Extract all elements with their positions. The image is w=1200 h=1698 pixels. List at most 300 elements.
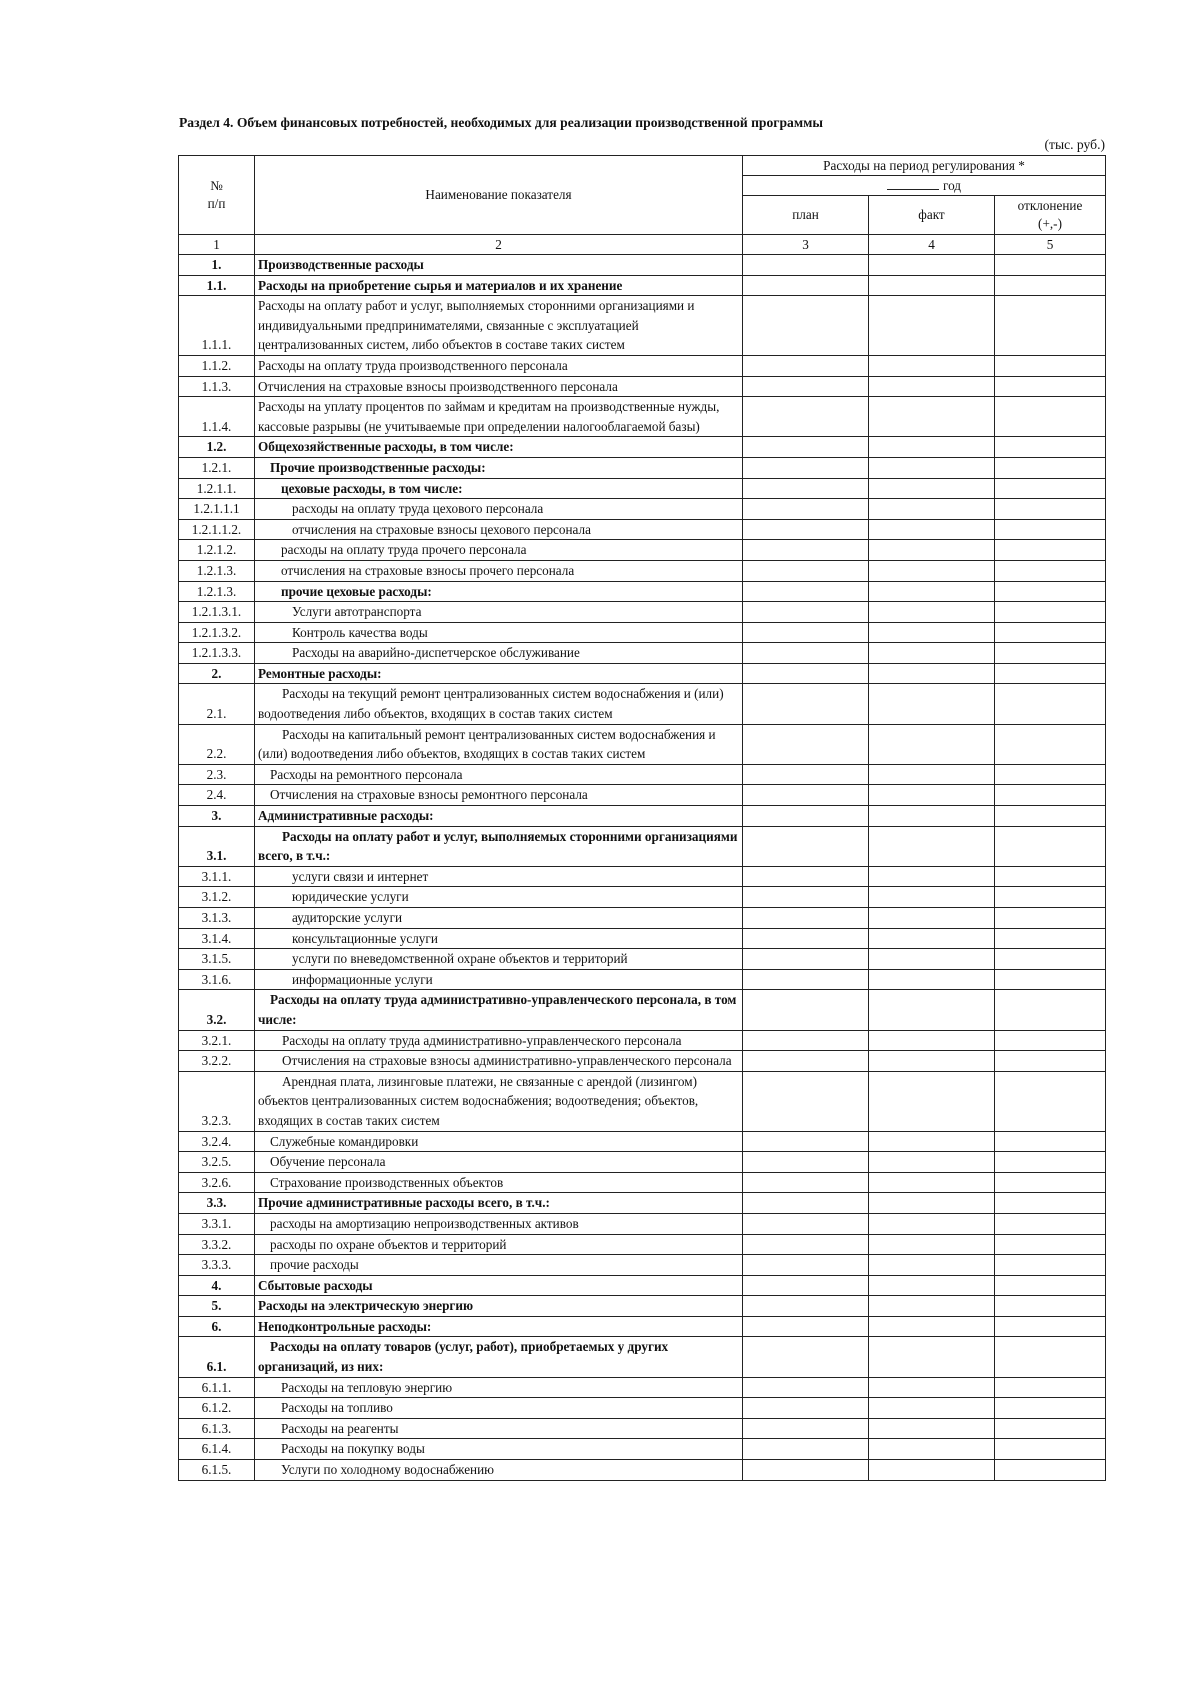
table-row: [179, 663, 1106, 684]
row-number: 2.3.: [179, 764, 255, 785]
deviation-cell[interactable]: [995, 866, 1106, 887]
row-number: 3.1.5.: [179, 949, 255, 970]
table-row: [179, 1337, 1106, 1377]
table-row: [179, 866, 1106, 887]
table-row: [179, 1071, 1106, 1131]
plan-cell[interactable]: [743, 764, 869, 785]
row-indicator-name: Расходы на оплату труда административно-управленческого персонала: [255, 1030, 743, 1051]
plan-cell[interactable]: [743, 1316, 869, 1337]
row-indicator-name: расходы на оплату труда цехового персонала: [255, 499, 743, 520]
col-number-5: 5: [995, 235, 1106, 255]
plan-cell[interactable]: [743, 560, 869, 581]
table-body: [179, 255, 1106, 1481]
deviation-cell[interactable]: [995, 643, 1106, 664]
row-indicator-name: Отчисления на страховые взносы ремонтного персонала: [255, 785, 743, 806]
deviation-cell[interactable]: [995, 1071, 1106, 1131]
deviation-cell[interactable]: [995, 1193, 1106, 1214]
deviation-cell[interactable]: [995, 355, 1106, 376]
deviation-cell[interactable]: [995, 1275, 1106, 1296]
row-number: 1.2.1.3.1.: [179, 602, 255, 623]
table-row: [179, 1418, 1106, 1439]
plan-cell[interactable]: [743, 622, 869, 643]
fact-cell[interactable]: [869, 1296, 995, 1317]
deviation-cell[interactable]: [995, 1152, 1106, 1173]
deviation-cell[interactable]: [995, 764, 1106, 785]
deviation-cell[interactable]: [995, 540, 1106, 561]
deviation-cell[interactable]: [995, 1460, 1106, 1481]
fact-cell[interactable]: [869, 1460, 995, 1481]
deviation-cell[interactable]: [995, 1051, 1106, 1072]
deviation-cell[interactable]: [995, 969, 1106, 990]
deviation-cell[interactable]: [995, 990, 1106, 1030]
fact-cell[interactable]: [869, 499, 995, 520]
row-number: 6.1.4.: [179, 1439, 255, 1460]
row-number: 6.1.3.: [179, 1418, 255, 1439]
plan-cell[interactable]: [743, 866, 869, 887]
table-row: [179, 1275, 1106, 1296]
row-indicator-name: Административные расходы:: [255, 806, 743, 827]
fact-cell[interactable]: [869, 581, 995, 602]
plan-cell[interactable]: [743, 785, 869, 806]
fact-cell[interactable]: [869, 275, 995, 296]
row-indicator-name: Расходы на аварийно-диспетчерское обслуживание: [255, 643, 743, 664]
table-row: [179, 1296, 1106, 1317]
deviation-cell[interactable]: [995, 1316, 1106, 1337]
row-number: 3.1.4.: [179, 928, 255, 949]
fact-cell[interactable]: [869, 602, 995, 623]
table-row: [179, 1051, 1106, 1072]
deviation-cell[interactable]: [995, 684, 1106, 724]
plan-cell[interactable]: [743, 908, 869, 929]
row-number: 1.2.1.1.2.: [179, 519, 255, 540]
row-number: 3.1.: [179, 826, 255, 866]
table-row: [179, 1316, 1106, 1337]
row-number: 1.2.1.3.3.: [179, 643, 255, 664]
fact-cell[interactable]: [869, 478, 995, 499]
table-row: [179, 478, 1106, 499]
row-indicator-name: Общехозяйственные расходы, в том числе:: [255, 437, 743, 458]
fact-cell[interactable]: [869, 1275, 995, 1296]
row-number: 3.1.2.: [179, 887, 255, 908]
table-row: [179, 437, 1106, 458]
row-indicator-name: цеховые расходы, в том числе:: [255, 478, 743, 499]
plan-cell[interactable]: [743, 519, 869, 540]
row-number: 3.2.5.: [179, 1152, 255, 1173]
plan-cell[interactable]: [743, 887, 869, 908]
fact-cell[interactable]: [869, 1172, 995, 1193]
plan-cell[interactable]: [743, 540, 869, 561]
col-number-4: 4: [869, 235, 995, 255]
header-fact: факт: [869, 196, 995, 235]
plan-cell[interactable]: [743, 296, 869, 356]
table-row: [179, 1460, 1106, 1481]
row-number: 3.2.3.: [179, 1071, 255, 1131]
table-row: [179, 519, 1106, 540]
header-plan: план: [743, 196, 869, 235]
row-indicator-name: прочие цеховые расходы:: [255, 581, 743, 602]
plan-cell[interactable]: [743, 1152, 869, 1173]
fact-cell[interactable]: [869, 1398, 995, 1419]
row-number: 6.1.2.: [179, 1398, 255, 1419]
row-number: 1.2.1.2.: [179, 540, 255, 561]
financial-needs-table: [178, 155, 1106, 1481]
plan-cell[interactable]: [743, 826, 869, 866]
plan-cell[interactable]: [743, 949, 869, 970]
plan-cell[interactable]: [743, 602, 869, 623]
row-indicator-name: Контроль качества воды: [255, 622, 743, 643]
fact-cell[interactable]: [869, 1193, 995, 1214]
row-indicator-name: Отчисления на страховые взносы производственного персонала: [255, 376, 743, 397]
row-indicator-name: расходы на амортизацию непроизводственных активов: [255, 1213, 743, 1234]
deviation-cell[interactable]: [995, 457, 1106, 478]
row-indicator-name: информационные услуги: [255, 969, 743, 990]
table-row: [179, 643, 1106, 664]
table-row: [179, 1377, 1106, 1398]
fact-cell[interactable]: [869, 1418, 995, 1439]
unit-note: (тыс. руб.): [1044, 137, 1105, 152]
row-indicator-name: Прочие административные расходы всего, в т.ч.:: [255, 1193, 743, 1214]
row-indicator-name: Обучение персонала: [255, 1152, 743, 1173]
plan-cell[interactable]: [743, 376, 869, 397]
fact-cell[interactable]: [869, 949, 995, 970]
table-row: [179, 581, 1106, 602]
plan-cell[interactable]: [743, 663, 869, 684]
row-number: 6.: [179, 1316, 255, 1337]
table-row: [179, 1193, 1106, 1214]
deviation-cell[interactable]: [995, 1213, 1106, 1234]
row-number: 3.3.2.: [179, 1234, 255, 1255]
fact-cell[interactable]: [869, 887, 995, 908]
plan-cell[interactable]: [743, 255, 869, 276]
plan-cell[interactable]: [743, 1398, 869, 1419]
table-row: [179, 1213, 1106, 1234]
row-number: 3.3.3.: [179, 1255, 255, 1276]
deviation-cell[interactable]: [995, 602, 1106, 623]
deviation-cell[interactable]: [995, 1418, 1106, 1439]
row-indicator-name: Расходы на реагенты: [255, 1418, 743, 1439]
plan-cell[interactable]: [743, 1213, 869, 1234]
row-indicator-name: Расходы на оплату работ и услуг, выполняемых сторонними организациями всего, в т.ч.:: [255, 826, 743, 866]
row-number: 3.1.3.: [179, 908, 255, 929]
header-deviation: отклонение (+,-): [995, 196, 1106, 235]
row-indicator-name: юридические услуги: [255, 887, 743, 908]
row-indicator-name: расходы по охране объектов и территорий: [255, 1234, 743, 1255]
column-number-row: [179, 235, 1106, 255]
row-number: 1.1.2.: [179, 355, 255, 376]
row-number: 3.2.2.: [179, 1051, 255, 1072]
deviation-cell[interactable]: [995, 806, 1106, 827]
plan-cell[interactable]: [743, 1275, 869, 1296]
fact-cell[interactable]: [869, 724, 995, 764]
plan-cell[interactable]: [743, 806, 869, 827]
plan-cell[interactable]: [743, 1296, 869, 1317]
fact-cell[interactable]: [869, 519, 995, 540]
plan-cell[interactable]: [743, 684, 869, 724]
plan-cell[interactable]: [743, 478, 869, 499]
deviation-cell[interactable]: [995, 275, 1106, 296]
row-indicator-name: Служебные командировки: [255, 1131, 743, 1152]
fact-cell[interactable]: [869, 806, 995, 827]
table-row: [179, 255, 1106, 276]
fact-cell[interactable]: [869, 785, 995, 806]
deviation-cell[interactable]: [995, 296, 1106, 356]
fact-cell[interactable]: [869, 663, 995, 684]
header-name: Наименование показателя: [255, 156, 743, 235]
table-row: [179, 949, 1106, 970]
fact-cell[interactable]: [869, 764, 995, 785]
row-indicator-name: Услуги автотранспорта: [255, 602, 743, 623]
row-indicator-name: Расходы на оплату работ и услуг, выполняемых сторонними организациями и индивидуальными предпринимателями, связанные с эксплуатацией централизованных систем, либо объектов в составе таких систем: [255, 296, 743, 356]
deviation-cell[interactable]: [995, 437, 1106, 458]
fact-cell[interactable]: [869, 969, 995, 990]
plan-cell[interactable]: [743, 1051, 869, 1072]
plan-cell[interactable]: [743, 437, 869, 458]
row-number: 1.1.4.: [179, 397, 255, 437]
deviation-cell[interactable]: [995, 397, 1106, 437]
fact-cell[interactable]: [869, 560, 995, 581]
row-number: 2.4.: [179, 785, 255, 806]
row-indicator-name: Арендная плата, лизинговые платежи, не связанные с арендой (лизингом) объектов централизованных систем водоснабжения; водоотведения; объектов, входящих в состав таких систем: [255, 1071, 743, 1131]
row-indicator-name: Расходы на покупку воды: [255, 1439, 743, 1460]
fact-cell[interactable]: [869, 1316, 995, 1337]
table-row: [179, 724, 1106, 764]
fact-cell[interactable]: [869, 376, 995, 397]
row-indicator-name: Расходы на электрическую энергию: [255, 1296, 743, 1317]
deviation-cell[interactable]: [995, 785, 1106, 806]
plan-cell[interactable]: [743, 275, 869, 296]
plan-cell[interactable]: [743, 581, 869, 602]
table-row: [179, 928, 1106, 949]
fact-cell[interactable]: [869, 1255, 995, 1276]
table-row: [179, 1030, 1106, 1051]
plan-cell[interactable]: [743, 1439, 869, 1460]
deviation-cell[interactable]: [995, 376, 1106, 397]
row-indicator-name: Расходы на оплату труда административно-управленческого персонала, в том числе:: [255, 990, 743, 1030]
row-indicator-name: Расходы на приобретение сырья и материалов и их хранение: [255, 275, 743, 296]
row-number: 1.1.1.: [179, 296, 255, 356]
fact-cell[interactable]: [869, 1071, 995, 1131]
row-indicator-name: Расходы на капитальный ремонт централизованных систем водоснабжения и (или) водоотведения либо объектов, входящих в состав таких систем: [255, 724, 743, 764]
row-number: 3.1.6.: [179, 969, 255, 990]
row-number: 3.3.1.: [179, 1213, 255, 1234]
fact-cell[interactable]: [869, 643, 995, 664]
deviation-cell[interactable]: [995, 1234, 1106, 1255]
fact-cell[interactable]: [869, 255, 995, 276]
table-row: [179, 540, 1106, 561]
deviation-cell[interactable]: [995, 255, 1106, 276]
row-indicator-name: Производственные расходы: [255, 255, 743, 276]
fact-cell[interactable]: [869, 437, 995, 458]
table-row: [179, 275, 1106, 296]
plan-cell[interactable]: [743, 1193, 869, 1214]
header-year: [743, 176, 1106, 196]
table-row: [179, 785, 1106, 806]
table-row: [179, 1152, 1106, 1173]
row-indicator-name: Ремонтные расходы:: [255, 663, 743, 684]
table-row: [179, 1255, 1106, 1276]
row-indicator-name: Неподконтрольные расходы:: [255, 1316, 743, 1337]
row-indicator-name: Расходы на оплату труда производственного персонала: [255, 355, 743, 376]
deviation-cell[interactable]: [995, 1439, 1106, 1460]
row-number: 1.2.1.: [179, 457, 255, 478]
fact-cell[interactable]: [869, 397, 995, 437]
row-number: 3.2.4.: [179, 1131, 255, 1152]
deviation-cell[interactable]: [995, 826, 1106, 866]
deviation-cell[interactable]: [995, 1172, 1106, 1193]
row-indicator-name: Расходы на уплату процентов по займам и кредитам на производственные нужды, кассовые разрывы (не учитываемые при определении налогооблагаемой базы): [255, 397, 743, 437]
table-row: [179, 684, 1106, 724]
col-number-3: 3: [743, 235, 869, 255]
deviation-cell[interactable]: [995, 581, 1106, 602]
table-row: [179, 622, 1106, 643]
fact-cell[interactable]: [869, 1131, 995, 1152]
table-row: [179, 355, 1106, 376]
fact-cell[interactable]: [869, 1213, 995, 1234]
plan-cell[interactable]: [743, 1071, 869, 1131]
deviation-cell[interactable]: [995, 949, 1106, 970]
fact-cell[interactable]: [869, 1377, 995, 1398]
row-number: 1.2.1.1.1: [179, 499, 255, 520]
fact-cell[interactable]: [869, 540, 995, 561]
row-indicator-name: Услуги по холодному водоснабжению: [255, 1460, 743, 1481]
fact-cell[interactable]: [869, 908, 995, 929]
deviation-cell[interactable]: [995, 724, 1106, 764]
table-row: [179, 457, 1106, 478]
row-number: 1.: [179, 255, 255, 276]
deviation-cell[interactable]: [995, 1296, 1106, 1317]
row-indicator-name: отчисления на страховые взносы цехового персонала: [255, 519, 743, 540]
row-indicator-name: Расходы на оплату товаров (услуг, работ), приобретаемых у других организаций, из них:: [255, 1337, 743, 1377]
plan-cell[interactable]: [743, 1377, 869, 1398]
table-row: [179, 499, 1106, 520]
deviation-cell[interactable]: [995, 1131, 1106, 1152]
row-indicator-name: Расходы на тепловую энергию: [255, 1377, 743, 1398]
deviation-cell[interactable]: [995, 1030, 1106, 1051]
fact-cell[interactable]: [869, 990, 995, 1030]
year-blank-line: [887, 176, 939, 190]
plan-cell[interactable]: [743, 1131, 869, 1152]
deviation-cell[interactable]: [995, 1398, 1106, 1419]
table-row: [179, 1172, 1106, 1193]
table-row: [179, 296, 1106, 356]
row-number: 1.2.1.3.: [179, 560, 255, 581]
section-title: Раздел 4. Объем финансовых потребностей, необходимых для реализации производственной программы: [179, 115, 823, 130]
col-number-2: 2: [255, 235, 743, 255]
deviation-cell[interactable]: [995, 1255, 1106, 1276]
row-number: 5.: [179, 1296, 255, 1317]
plan-cell[interactable]: [743, 1337, 869, 1377]
plan-cell[interactable]: [743, 499, 869, 520]
row-indicator-name: Расходы на топливо: [255, 1398, 743, 1419]
table-row: [179, 1234, 1106, 1255]
table-header: [179, 156, 1106, 255]
row-number: 3.: [179, 806, 255, 827]
plan-cell[interactable]: [743, 355, 869, 376]
deviation-cell[interactable]: [995, 519, 1106, 540]
row-indicator-name: консультационные услуги: [255, 928, 743, 949]
row-number: 3.3.: [179, 1193, 255, 1214]
plan-cell[interactable]: [743, 1460, 869, 1481]
deviation-cell[interactable]: [995, 622, 1106, 643]
row-number: 1.1.: [179, 275, 255, 296]
table-row: [179, 908, 1106, 929]
row-indicator-name: расходы на оплату труда прочего персонала: [255, 540, 743, 561]
row-number: 6.1.1.: [179, 1377, 255, 1398]
plan-cell[interactable]: [743, 1030, 869, 1051]
fact-cell[interactable]: [869, 622, 995, 643]
fact-cell[interactable]: [869, 1439, 995, 1460]
header-num: № п/п: [179, 156, 255, 235]
plan-cell[interactable]: [743, 990, 869, 1030]
fact-cell[interactable]: [869, 928, 995, 949]
plan-cell[interactable]: [743, 457, 869, 478]
plan-cell[interactable]: [743, 1234, 869, 1255]
row-indicator-name: аудиторские услуги: [255, 908, 743, 929]
row-number: 2.: [179, 663, 255, 684]
row-number: 1.1.3.: [179, 376, 255, 397]
table-row: [179, 826, 1106, 866]
table-row: [179, 560, 1106, 581]
fact-cell[interactable]: [869, 1337, 995, 1377]
table-row: [179, 397, 1106, 437]
fact-cell[interactable]: [869, 866, 995, 887]
row-number: 2.1.: [179, 684, 255, 724]
row-number: 2.2.: [179, 724, 255, 764]
row-number: 6.1.5.: [179, 1460, 255, 1481]
deviation-cell[interactable]: [995, 1337, 1106, 1377]
deviation-cell[interactable]: [995, 499, 1106, 520]
table-row: [179, 1131, 1106, 1152]
row-indicator-name: прочие расходы: [255, 1255, 743, 1276]
plan-cell[interactable]: [743, 1418, 869, 1439]
row-number: 3.2.1.: [179, 1030, 255, 1051]
plan-cell[interactable]: [743, 724, 869, 764]
deviation-cell[interactable]: [995, 928, 1106, 949]
fact-cell[interactable]: [869, 1030, 995, 1051]
plan-cell[interactable]: [743, 969, 869, 990]
deviation-cell[interactable]: [995, 908, 1106, 929]
plan-cell[interactable]: [743, 1255, 869, 1276]
plan-cell[interactable]: [743, 928, 869, 949]
row-number: 1.2.1.3.: [179, 581, 255, 602]
row-number: 3.2.: [179, 990, 255, 1030]
fact-cell[interactable]: [869, 1152, 995, 1173]
plan-cell[interactable]: [743, 643, 869, 664]
fact-cell[interactable]: [869, 1051, 995, 1072]
deviation-cell[interactable]: [995, 887, 1106, 908]
plan-cell[interactable]: [743, 397, 869, 437]
deviation-cell[interactable]: [995, 560, 1106, 581]
fact-cell[interactable]: [869, 826, 995, 866]
row-number: 1.2.1.1.: [179, 478, 255, 499]
table-row: [179, 806, 1106, 827]
fact-cell[interactable]: [869, 296, 995, 356]
table-row: [179, 764, 1106, 785]
fact-cell[interactable]: [869, 457, 995, 478]
table-row: [179, 969, 1106, 990]
deviation-cell[interactable]: [995, 478, 1106, 499]
deviation-cell[interactable]: [995, 663, 1106, 684]
table-row: [179, 1439, 1106, 1460]
row-indicator-name: Сбытовые расходы: [255, 1275, 743, 1296]
deviation-cell[interactable]: [995, 1377, 1106, 1398]
table-row: [179, 602, 1106, 623]
fact-cell[interactable]: [869, 1234, 995, 1255]
fact-cell[interactable]: [869, 684, 995, 724]
plan-cell[interactable]: [743, 1172, 869, 1193]
col-number-1: 1: [179, 235, 255, 255]
fact-cell[interactable]: [869, 355, 995, 376]
